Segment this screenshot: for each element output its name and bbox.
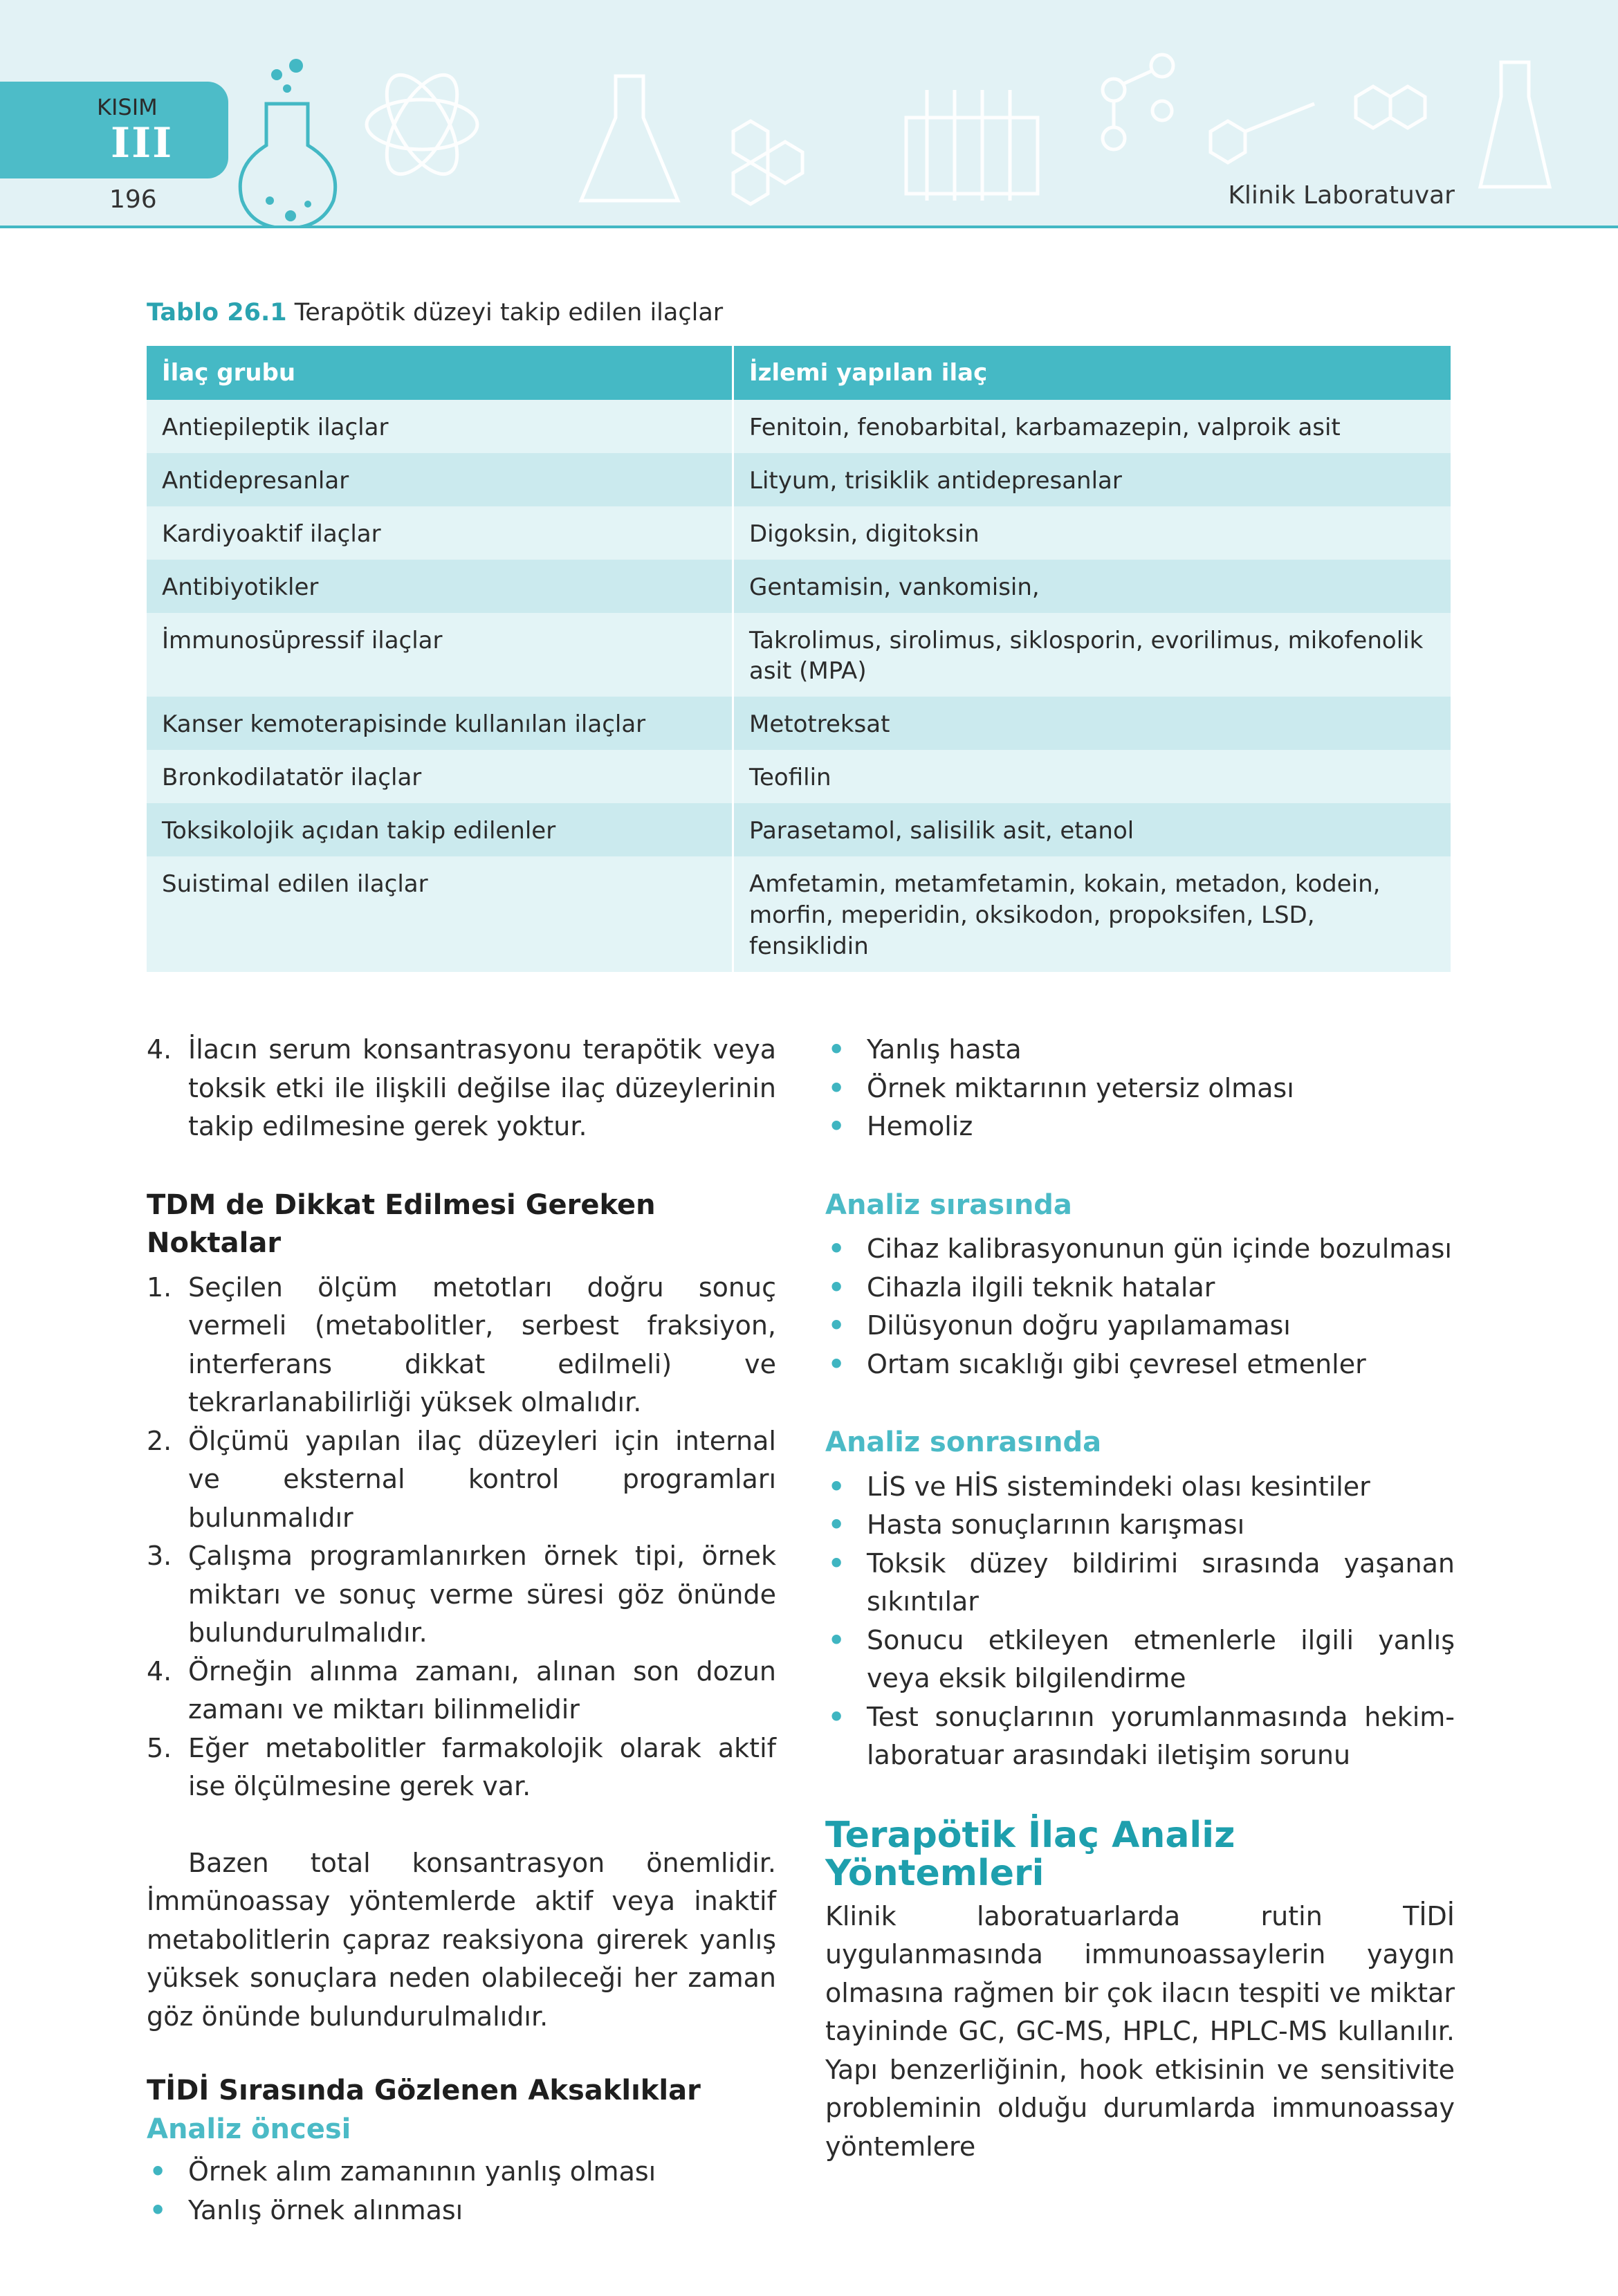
post-analysis-heading: Analiz sonrasında (825, 1426, 1102, 1458)
table-cell: İmmunosüpressif ilaçlar (147, 613, 733, 697)
table-cell: Gentamisin, vankomisin, (733, 560, 1452, 613)
item-text: Test sonuçlarının yorumlanmasında hekim-laboratuar arasındaki iletişim sorunu (867, 1701, 1455, 1770)
part-label: KISIM (97, 94, 158, 120)
table-row (147, 613, 1452, 697)
item-text: Dilüsyonun doğru yapılamaması (867, 1310, 1291, 1341)
bullet-icon: • (828, 1701, 845, 1732)
list-item (825, 1468, 1455, 1507)
table-header-row (147, 346, 1452, 400)
table-caption (147, 299, 723, 327)
item-number: 3. (147, 1541, 172, 1571)
item-text: Hemoliz (867, 1111, 973, 1141)
table-cell: Bronkodilatatör ilaçlar (147, 750, 733, 803)
list-item (147, 1653, 776, 1729)
table-cell: Antiepileptik ilaçlar (147, 400, 733, 453)
list-item (147, 1537, 776, 1653)
table-row (147, 697, 1452, 750)
section-heading: Terapötik İlaç Analiz Yöntemleri (825, 1814, 1235, 1894)
table-row (147, 856, 1452, 972)
bullet-icon: • (149, 2194, 167, 2225)
item-number: 4. (147, 1655, 172, 1687)
table-label: Tablo 26.1 (147, 299, 287, 327)
right-column (825, 1031, 1455, 2166)
table-row (147, 506, 1452, 560)
list-item (825, 1031, 1455, 1069)
item-number: 1. (147, 1271, 172, 1303)
bullet-icon: • (828, 1072, 845, 1103)
table-row (147, 803, 1452, 856)
list-item (825, 1545, 1455, 1622)
bullet-icon: • (828, 1624, 845, 1655)
part-number: III (111, 119, 174, 167)
bullet-icon: • (828, 1471, 845, 1502)
table-cell: Kanser kemoterapisinde kullanılan ilaçlar (147, 697, 733, 750)
item-text: Hasta sonuçlarının karışması (867, 1509, 1245, 1540)
running-title: Klinik Laboratuvar (1228, 181, 1455, 210)
during-analysis-heading: Analiz sırasında (825, 1188, 1072, 1221)
table-cell: Digoksin, digitoksin (733, 506, 1452, 560)
list-item (147, 1422, 776, 1538)
list-item (825, 1698, 1455, 1775)
item-text: İlacın serum konsantrasyonu terapötik veya toksik etki ile ilişkili değilse ilaç düzeylerinin takip edilmesine gerek yoktur. (188, 1034, 776, 1141)
bullet-icon: • (828, 1547, 845, 1579)
bullet-icon: • (828, 1348, 845, 1379)
table-row (147, 453, 1452, 506)
list-item (825, 1108, 1455, 1146)
item-text: Ortam sıcaklığı gibi çevresel etmenler (867, 1348, 1366, 1379)
list-item (825, 1506, 1455, 1545)
table-cell: Takrolimus, sirolimus, siklosporin, evorilimus, mikofenolik asit (MPA) (733, 613, 1452, 697)
item-text: LİS ve HİS sistemindeki olası kesintiler (867, 1471, 1370, 1502)
header-rule (0, 226, 1618, 228)
item-text: Çalışma programlanırken örnek tipi, örnek miktarı ve sonuç verme süresi göz önünde bulundurulmalıdır. (188, 1541, 776, 1648)
item-number: 4. (147, 1034, 172, 1065)
list-item (825, 1069, 1455, 1108)
drug-table (147, 346, 1453, 972)
bullet-icon: • (828, 1233, 845, 1264)
item-text: Örnek alım zamanının yanlış olması (188, 2156, 656, 2187)
tidi-heading: TİDİ Sırasında Gözlenen Aksaklıklar (147, 2075, 701, 2106)
body-paragraph: Klinik laboratuarlarda rutin TİDİ uygulanmasında immunoassaylerin yaygın olmasına rağmen bir çok ilacın tespiti ve miktar tayininde GC, GC-MS, HPLC, HPLC-MS kullanılır. Yapı benzerliğinin, hook etkisinin ve sensitivite probleminin olduğu durumlarda immunoassay yöntemlere (825, 1900, 1455, 2162)
page-number: 196 (109, 185, 157, 214)
bullet-icon: • (828, 1034, 845, 1065)
table-cell: Kardiyoaktif ilaçlar (147, 506, 733, 560)
table-cell: Suistimal edilen ilaçlar (147, 856, 733, 972)
table-header-cell: İlaç grubu (147, 346, 733, 400)
table-row (147, 400, 1452, 453)
table-cell: Antibiyotikler (147, 560, 733, 613)
table-cell: Teofilin (733, 750, 1452, 803)
table-title: Terapötik düzeyi takip edilen ilaçlar (294, 299, 724, 327)
item-text: Cihaz kalibrasyonunun gün içinde bozulması (867, 1233, 1452, 1264)
table-row (147, 750, 1452, 803)
bullet-icon: • (828, 1271, 845, 1303)
bullet-icon: • (149, 2156, 167, 2187)
page-header (0, 0, 1618, 228)
item-text: Örneğin alınma zamanı, alınan son dozun zamanı ve miktarı bilinmelidir (188, 1655, 776, 1725)
table-cell: Antidepresanlar (147, 453, 733, 506)
item-number: 2. (147, 1425, 172, 1456)
table-row (147, 560, 1452, 613)
list-item (825, 1269, 1455, 1307)
item-text: Toksik düzey bildirimi sırasında yaşanan sıkıntılar (867, 1547, 1455, 1617)
item-text: Yanlış hasta (867, 1034, 1022, 1065)
table-cell: Parasetamol, salisilik asit, etanol (733, 803, 1452, 856)
list-item (147, 1729, 776, 1806)
list-item (825, 1622, 1455, 1698)
list-item (825, 1230, 1455, 1269)
tdm-heading: TDM de Dikkat Edilmesi Gereken Noktalar (147, 1188, 656, 1259)
list-item (147, 2153, 776, 2192)
table-cell: Amfetamin, metamfetamin, kokain, metadon, kodein, morfin, meperidin, oksikodon, propoksifen, LSD, fensiklidin (733, 856, 1452, 972)
item-text: Cihazla ilgili teknik hatalar (867, 1271, 1215, 1303)
list-item (147, 2192, 776, 2230)
list-item (825, 1346, 1455, 1384)
item-text: Ölçümü yapılan ilaç düzeyleri için internal ve eksternal kontrol programları bulunmalıdır (188, 1425, 776, 1533)
bullet-icon: • (828, 1310, 845, 1341)
list-item (147, 1269, 776, 1422)
table-cell: Toksikolojik açıdan takip edilenler (147, 803, 733, 856)
left-column (147, 1031, 776, 2230)
table-cell: Metotreksat (733, 697, 1452, 750)
bullet-icon: • (828, 1111, 845, 1141)
pre-analysis-heading: Analiz öncesi (147, 2113, 351, 2145)
bullet-icon: • (828, 1509, 845, 1540)
item-text: Yanlış örnek alınması (188, 2194, 463, 2225)
item-text: Sonucu etkileyen etmenlerle ilgili yanlış veya eksik bilgilendirme (867, 1624, 1455, 1693)
body-paragraph: Bazen total konsantrasyon önemlidir. İmmünoassay yöntemlerde aktif veya inaktif metabolitlerin çapraz reaksiyona girerek yanlış yüksek sonuçlara neden olabileceği her zaman göz önünde bulundurulmalıdır. (147, 1847, 776, 2032)
item-text: Örnek miktarının yetersiz olması (867, 1072, 1294, 1103)
item-text: Seçilen ölçüm metotları doğru sonuç vermeli (metabolitler, serbest fraksiyon, interferans dikkat edilmeli) ve tekrarlanabilirliği yüksek olmalıdır. (188, 1271, 776, 1417)
list-item (147, 1031, 776, 1146)
list-item (825, 1307, 1455, 1346)
table-cell: Lityum, trisiklik antidepresanlar (733, 453, 1452, 506)
item-number: 5. (147, 1732, 172, 1763)
item-text: Eğer metabolitler farmakolojik olarak aktif ise ölçülmesine gerek var. (188, 1732, 776, 1801)
table-cell: Fenitoin, fenobarbital, karbamazepin, valproik asit (733, 400, 1452, 453)
table-header-cell: İzlemi yapılan ilaç (733, 346, 1452, 400)
